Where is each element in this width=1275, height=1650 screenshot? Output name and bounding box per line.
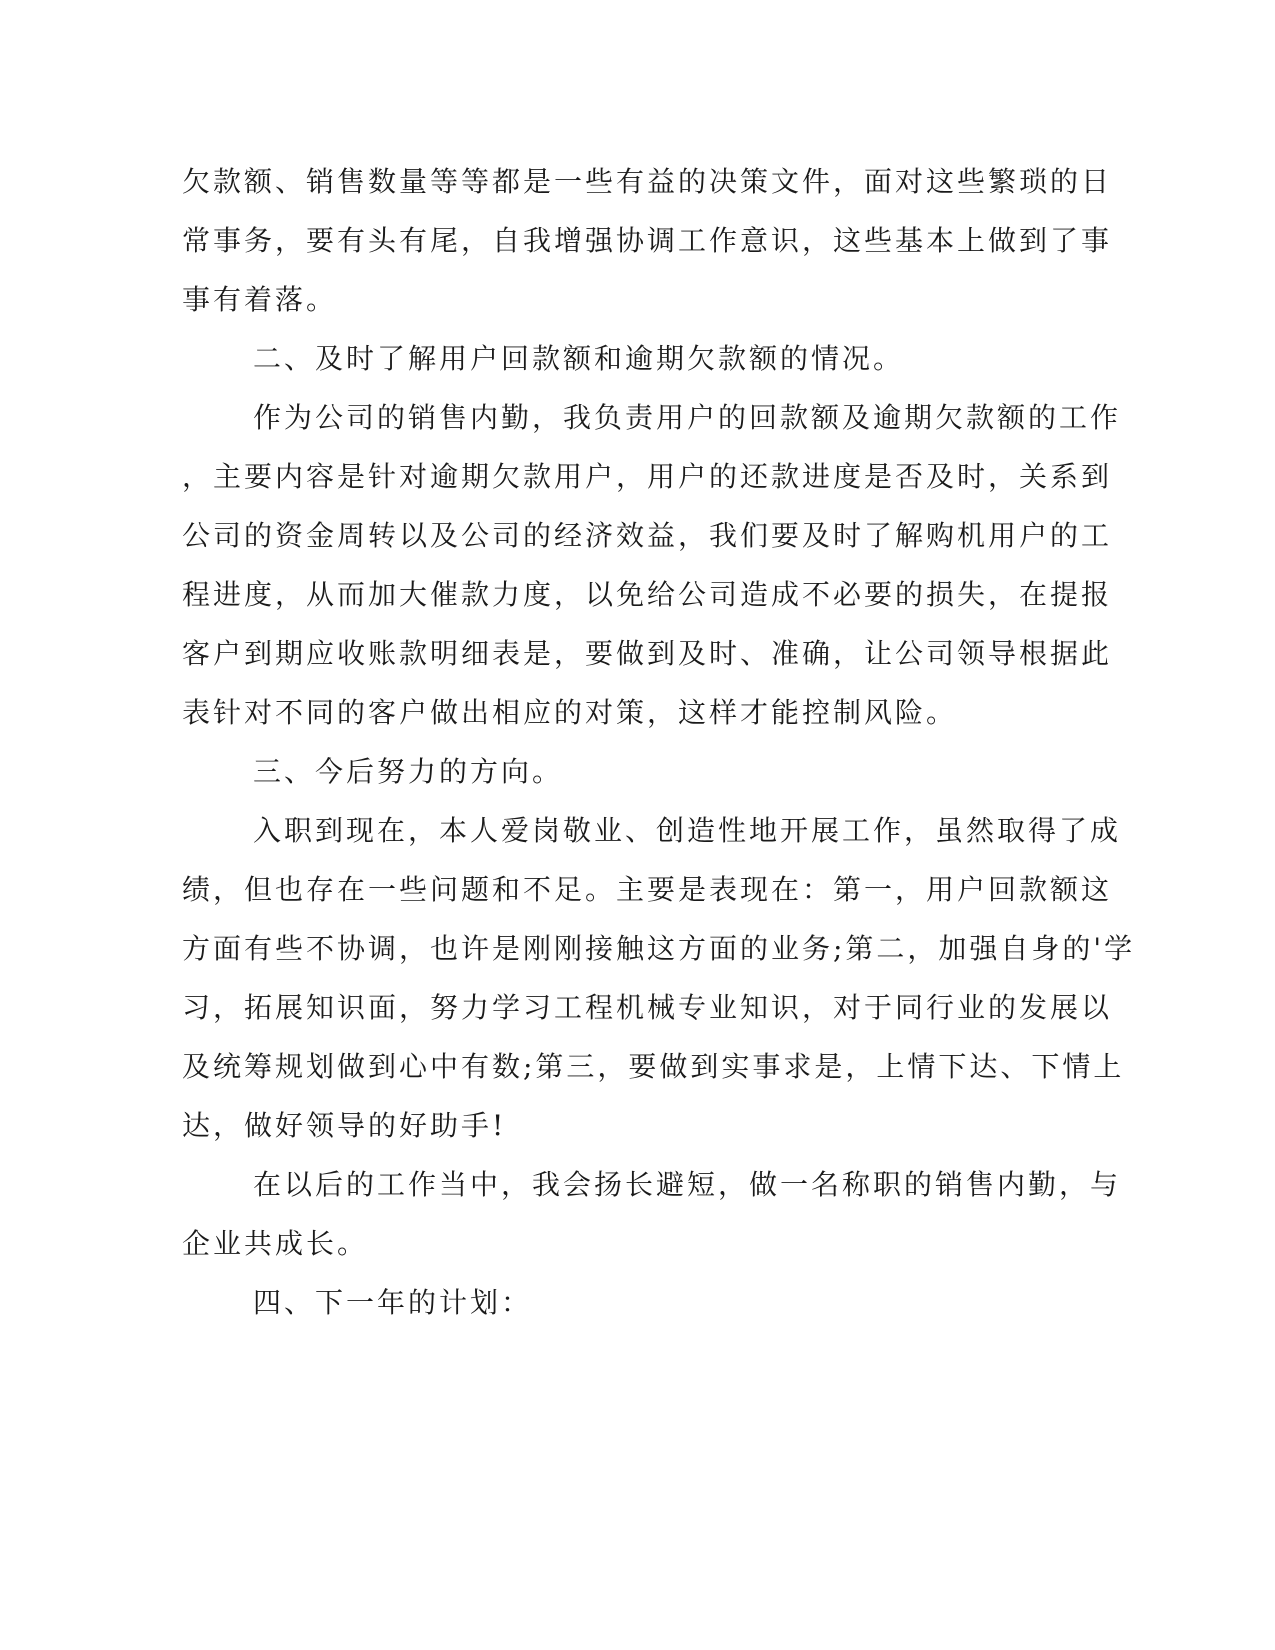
- text-line: 在以后的工作当中，我会扬长避短，做一名称职的销售内勤，与: [253, 1168, 1122, 1201]
- text-line: 常事务，要有头有尾，自我增强协调工作意识，这些基本上做到了事: [182, 224, 1113, 257]
- section-heading: [182, 742, 1034, 801]
- section-heading: [182, 1273, 1034, 1332]
- text-line: 二、及时了解用户回款额和逾期欠款额的情况。: [253, 342, 905, 375]
- text-line: 及统筹规划做到心中有数;第三，要做到实事求是，上情下达、下情上: [182, 1050, 1125, 1083]
- document-body: [182, 152, 1136, 1332]
- section-heading: [182, 329, 1034, 388]
- text-line: 三、今后努力的方向。: [253, 755, 564, 788]
- paragraph: [182, 1155, 1122, 1273]
- text-line: 方面有些不协调，也许是刚刚接触这方面的业务;第二，加强自身的'学: [182, 932, 1136, 965]
- text-line: 事有着落。: [182, 283, 338, 316]
- text-line: 入职到现在，本人爱岗敬业、创造性地开展工作，虽然取得了成: [253, 814, 1122, 847]
- text-line: 表针对不同的客户做出相应的对策，这样才能控制风险。: [182, 696, 958, 729]
- paragraph: [182, 388, 1122, 742]
- text-line: 程进度，从而加大催款力度，以免给公司造成不必要的损失，在提报: [182, 578, 1113, 611]
- text-line: 公司的资金周转以及公司的经济效益，我们要及时了解购机用户的工: [182, 519, 1113, 552]
- text-line: 企业共成长。: [182, 1227, 369, 1260]
- paragraph: [182, 152, 1113, 329]
- text-line: 达，做好领导的好助手!: [182, 1109, 507, 1142]
- text-line: ，主要内容是针对逾期欠款用户，用户的还款进度是否及时，关系到: [182, 460, 1113, 493]
- text-line: 绩，但也存在一些问题和不足。主要是表现在：第一，用户回款额这: [182, 873, 1113, 906]
- paragraph: [182, 801, 1136, 1155]
- text-line: 习，拓展知识面，努力学习工程机械专业知识，对于同行业的发展以: [182, 991, 1113, 1024]
- text-line: 客户到期应收账款明细表是，要做到及时、准确，让公司领导根据此: [182, 637, 1113, 670]
- text-line: 欠款额、销售数量等等都是一些有益的决策文件，面对这些繁琐的日: [182, 165, 1113, 198]
- text-line: 作为公司的销售内勤，我负责用户的回款额及逾期欠款额的工作: [253, 401, 1122, 434]
- text-line: 四、下一年的计划：: [253, 1286, 533, 1319]
